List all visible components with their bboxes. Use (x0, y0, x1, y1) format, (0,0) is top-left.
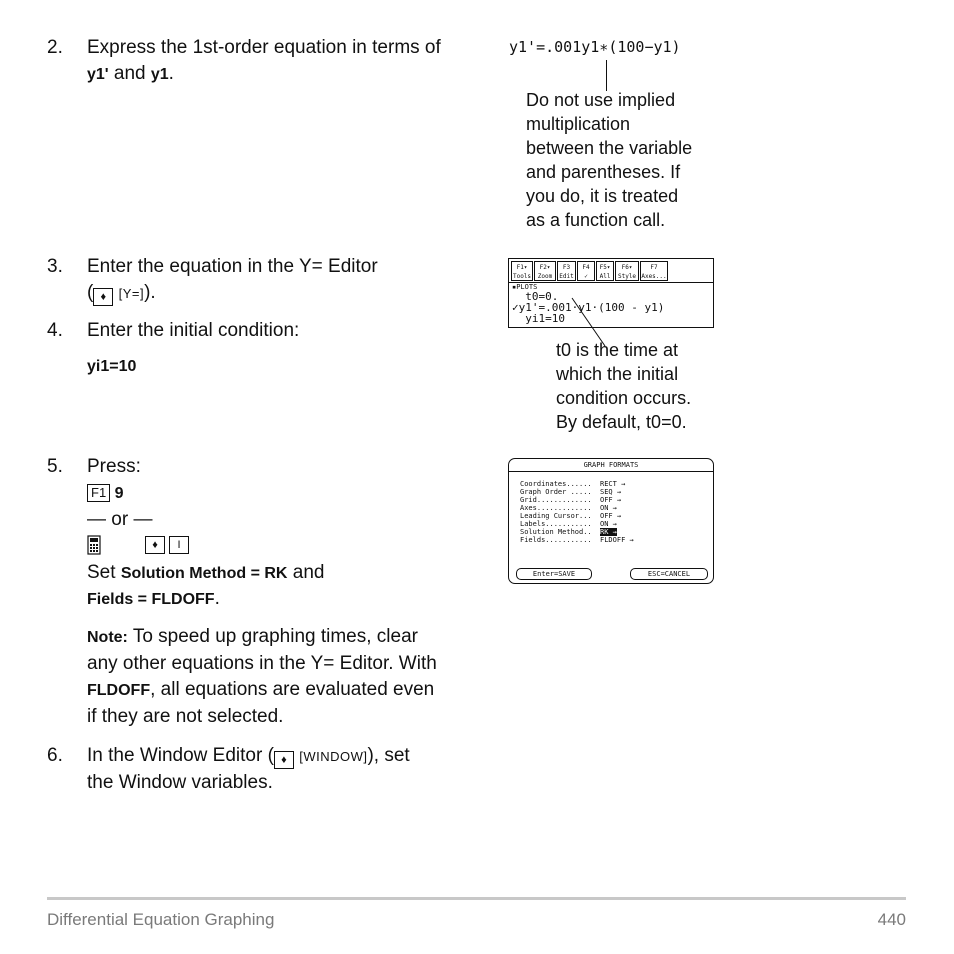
and-text: and (108, 63, 151, 84)
period: . (168, 63, 174, 84)
t0-callout-note (556, 338, 691, 434)
format-label: Solution Method.. (520, 528, 592, 536)
f1-9-keys (87, 484, 124, 503)
note-line: multiplication (526, 114, 631, 134)
toolbar-tab-style: F6▾ Style (615, 261, 639, 281)
format-label: Coordinates...... (520, 480, 592, 488)
format-label: Leading Cursor... (520, 512, 592, 520)
toolbar-divider (509, 282, 713, 283)
note-line: between the variable (526, 138, 693, 158)
note-text: , all equations are evaluated even (150, 679, 435, 700)
set-solution-method (87, 560, 324, 587)
step-5-press: Press: (87, 456, 141, 477)
format-label: Graph Order ..... (520, 488, 592, 496)
set-fields (87, 586, 220, 613)
step-6-line2: the Window variables. (87, 772, 273, 793)
note-text: if they are not selected. (87, 706, 284, 727)
step-4-text: Enter the initial condition: (87, 320, 300, 341)
step-5-number: 5. (47, 456, 63, 477)
note-text: any other equations in the Y= Editor. With (87, 653, 437, 674)
note-line: as a function call. (526, 210, 666, 230)
f1-key: F1 (87, 484, 110, 502)
format-value: RECT → (600, 480, 626, 488)
implied-multiplication-note (526, 88, 692, 232)
y-equals-key: [Y=] (118, 286, 145, 301)
step-3-number: 3. (47, 256, 63, 277)
footer-rule (47, 897, 906, 900)
toolbar-tab-edit: F3 Edit (557, 261, 576, 281)
callout-line: t0 is the time at (556, 340, 679, 360)
i-key: I (169, 536, 189, 554)
solution-method-setting: Solution Method = RK (120, 565, 288, 582)
format-value: ON → (600, 504, 617, 512)
fldoff-term: FLDOFF (87, 682, 151, 699)
note-label: Note: (87, 629, 128, 646)
plots-line: ▪PLOTS (512, 283, 538, 291)
format-label: Labels........... (520, 520, 592, 528)
toolbar-tab-check: F4 ✓ (577, 261, 595, 281)
format-label: Grid............. (520, 496, 592, 504)
speed-note (87, 624, 437, 730)
callout-line: condition occurs. (556, 388, 692, 408)
format-value: ON → (600, 520, 617, 528)
step-2-text (87, 35, 441, 88)
calculator-icon (87, 535, 101, 555)
fields-setting: Fields = FLDOFF (87, 591, 215, 608)
format-label: Axes............. (520, 504, 592, 512)
dialog-title: GRAPH FORMATS (583, 461, 639, 469)
format-label: Fields........... (520, 536, 592, 544)
toolbar-tab-tools: F1▾ Tools (511, 261, 533, 281)
toolbar-tab-axes: F7 Axes... (640, 261, 668, 281)
step-6-line1: In the Window Editor ( (87, 745, 274, 766)
page-number: 440 (877, 910, 906, 929)
selected-value: RK → (600, 528, 617, 536)
yi1-line: yi1=10 (512, 312, 565, 325)
title-divider (509, 471, 713, 472)
step-6-line1-end: ), set (367, 745, 410, 766)
set-text: Set (87, 562, 121, 583)
period: . (214, 588, 220, 609)
format-value: SEQ → (600, 488, 622, 496)
equation-text: y1'=.001y1∗(100−y1) (509, 38, 681, 56)
step-6-text (87, 743, 410, 796)
diamond-key-icon: ♦ (93, 288, 113, 306)
step-2-number: 2. (47, 37, 63, 58)
callout-line: By default, t0=0. (556, 412, 687, 432)
nine-key: 9 (114, 485, 124, 502)
step-2-line1: Express the 1st-order equation in terms of (87, 37, 441, 58)
note-text: To speed up graphing times, clear (127, 626, 418, 647)
format-value: FLDOFF → (600, 536, 634, 544)
format-value (600, 528, 617, 536)
footer-title: Differential Equation Graphing (47, 910, 275, 929)
graph-formats-dialog (508, 458, 714, 584)
diamond-key-icon: ♦ (145, 536, 165, 554)
t0-line: t0=0. (512, 290, 559, 303)
callout-line: which the initial (556, 364, 679, 384)
y1-term: y1 (150, 66, 169, 83)
initial-condition: yi1=10 (87, 358, 137, 375)
paren-open: ( (87, 282, 94, 303)
window-key: [WINDOW] (299, 749, 368, 764)
equation-callout-line (606, 60, 607, 91)
step-6-number: 6. (47, 745, 63, 766)
enter-save-button[interactable]: Enter=SAVE (516, 568, 592, 580)
format-value: OFF → (600, 512, 622, 520)
step-4-number: 4. (47, 320, 63, 341)
y1-prime-line: ✓y1'=.001·y1·(100 - y1) (512, 301, 665, 314)
y1-prime-term: y1' (87, 66, 109, 83)
and-text: and (287, 562, 325, 583)
note-line: and parentheses. If (526, 162, 681, 182)
step-3-text (87, 254, 378, 307)
step-3-line1: Enter the equation in the Y= Editor (87, 256, 378, 277)
format-value: OFF → (600, 496, 622, 504)
note-line: you do, it is treated (526, 186, 679, 206)
or-separator: — or — (87, 509, 153, 530)
diamond-key-icon: ♦ (274, 751, 294, 769)
esc-cancel-button[interactable]: ESC=CANCEL (630, 568, 708, 580)
toolbar-tab-zoom: F2▾ Zoom (534, 261, 556, 281)
paren-close: ). (144, 282, 156, 303)
note-line: Do not use implied (526, 90, 676, 110)
toolbar-tab-all: F5▾ All (596, 261, 614, 281)
